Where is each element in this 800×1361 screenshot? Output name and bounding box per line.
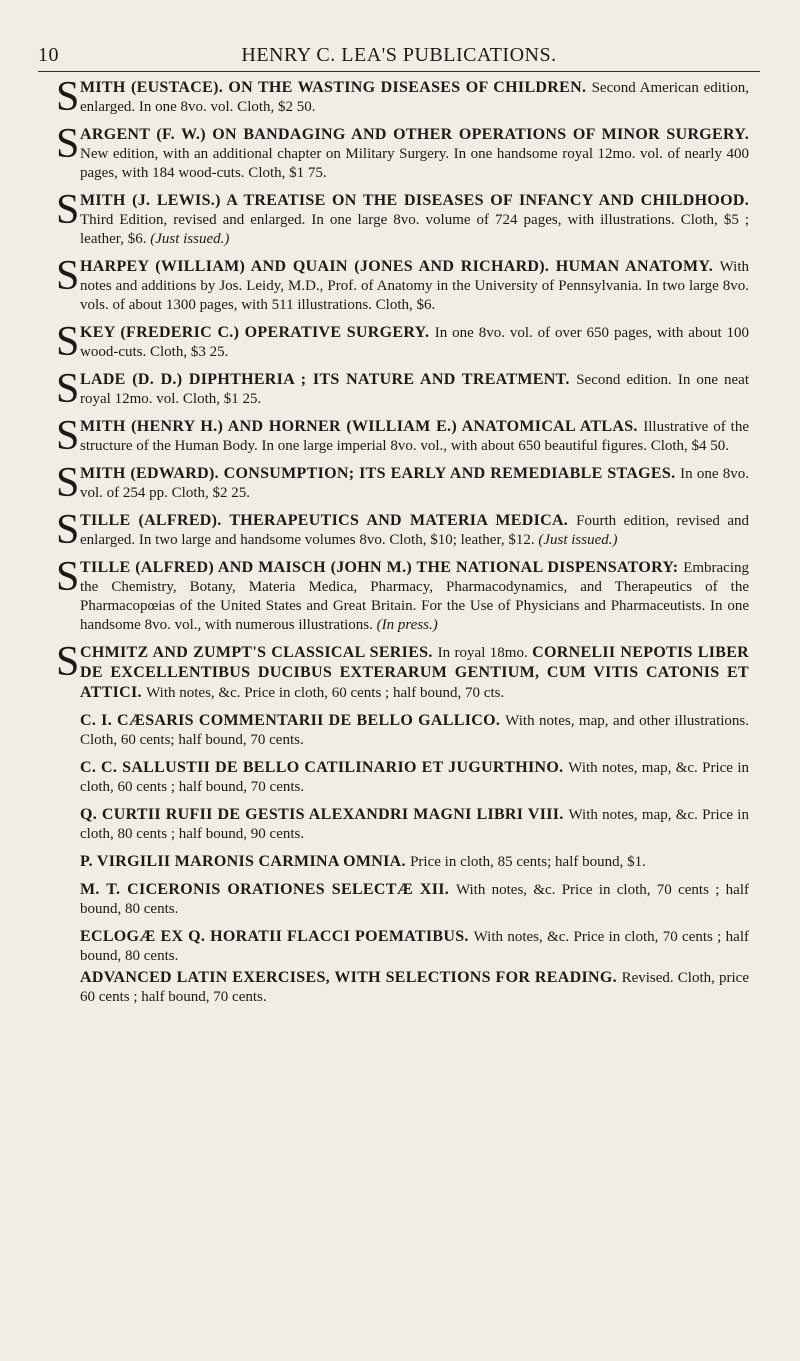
series-heading: P. VIRGILII MARONIS CARMINA OMNIA. xyxy=(80,853,411,870)
entry-heading: LADE (D. D.) DIPHTHERIA ; ITS NATURE AND TREATMENT. xyxy=(80,371,577,388)
series-description: With notes, &c. Price in cloth, 70 cents ; half bound, 80 cents. xyxy=(80,929,749,964)
series-description: Revised. Cloth, price 60 cents ; half bound, 70 cents. xyxy=(80,970,749,1005)
series-entry xyxy=(80,758,749,797)
entry-heading: MITH (HENRY H.) AND HORNER (WILLIAM E.) ANATOMICAL ATLAS. xyxy=(80,418,644,435)
catalog-entry xyxy=(56,413,749,459)
series-entry xyxy=(80,968,749,1007)
entry-heading: HARPEY (WILLIAM) AND QUAIN (JONES AND RICHARD). HUMAN ANATOMY. xyxy=(80,258,720,275)
series-description: With notes, map, &c. Price in cloth, 80 cents ; half bound, 90 cents. xyxy=(80,807,749,842)
entry-note: (In press.) xyxy=(376,617,438,633)
drop-cap: S xyxy=(56,74,80,120)
catalog-entry xyxy=(56,253,749,315)
entry-heading: ARGENT (F. W.) ON BANDAGING AND OTHER OPERATIONS OF MINOR SURGERY. xyxy=(80,126,749,143)
entry-description: Illustrative of the structure of the Human Body. In one large imperial 8vo. vol., with about 650 beautiful figures. Cloth, $4 50. xyxy=(80,419,749,454)
catalog-entry xyxy=(56,366,749,412)
catalog-entry xyxy=(56,460,749,506)
entry-heading: KEY (FREDERIC C.) OPERATIVE SURGERY. xyxy=(80,324,435,341)
drop-cap: S xyxy=(56,507,80,553)
drop-cap: S xyxy=(56,366,80,412)
drop-cap: S xyxy=(56,413,80,459)
series-heading: C. C. SALLUSTII DE BELLO CATILINARIO ET JUGURTHINO. xyxy=(80,759,569,776)
entry-description: In one 8vo. vol. of 254 pp. Cloth, $2 25. xyxy=(80,466,749,501)
entries-list xyxy=(56,74,750,1015)
catalog-entry xyxy=(56,187,749,249)
entry-heading: MITH (J. LEWIS.) A TREATISE ON THE DISEASES OF INFANCY AND CHILDHOOD. xyxy=(80,192,749,209)
series-description: With notes, &c. Price in cloth, 70 cents ; half bound, 80 cents. xyxy=(80,882,749,917)
drop-cap: S xyxy=(56,554,80,600)
series-heading: M. T. CICERONIS ORATIONES SELECTÆ XII. xyxy=(80,881,456,898)
entry-description: In one 8vo. vol. of over 650 pages, with about 100 wood-cuts. Cloth, $3 25. xyxy=(80,325,749,360)
series-description: With notes, map, &c. Price in cloth, 60 cents ; half bound, 70 cents. xyxy=(80,760,749,795)
entry-heading: TILLE (ALFRED) AND MAISCH (JOHN M.) THE NATIONAL DISPENSATORY: xyxy=(80,559,684,576)
catalog-entry xyxy=(56,319,749,365)
running-title: HENRY C. LEA'S PUBLICATIONS. xyxy=(241,44,557,66)
entry-heading: MITH (EDWARD). CONSUMPTION; ITS EARLY AND REMEDIABLE STAGES. xyxy=(80,465,681,482)
entry-description: New edition, with an additional chapter on Military Surgery. In one handsome royal 12mo. vol. of nearly 400 pages, with 184 wood-cuts. Cloth, $1 75. xyxy=(80,146,749,181)
entry-subheading: CORNELII NEPOTIS LIBER DE EXCELLENTIBUS DUCIBUS EXTERARUM GENTIUM, CUM VITIS CATONIS ET ATTICI. xyxy=(80,644,750,701)
entry-heading: TILLE (ALFRED). THERAPEUTICS AND MATERIA MEDICA. xyxy=(80,512,577,529)
entry-note: (Just issued.) xyxy=(150,231,230,247)
entry-description: Second edition. In one neat royal 12mo. vol. Cloth, $1 25. xyxy=(80,372,749,407)
catalog-entry xyxy=(56,507,749,553)
entry-note: (Just issued.) xyxy=(538,532,618,548)
catalog-entry xyxy=(56,121,749,183)
entry-description: In royal 18mo. xyxy=(437,645,533,661)
drop-cap: S xyxy=(56,253,80,299)
series-entry xyxy=(80,805,749,844)
series-heading: ECLOGÆ EX Q. HORATII FLACCI POEMATIBUS. xyxy=(80,928,474,945)
entry-description: Third Edition, revised and enlarged. In one large 8vo. volume of 724 pages, with illustrations. Cloth, $5 ; leather, $6. xyxy=(80,212,749,247)
series-description: With notes, map, and other illustrations. Cloth, 60 cents; half bound, 70 cents. xyxy=(80,713,749,748)
header-rule xyxy=(38,71,760,72)
entry-subdescription: With notes, &c. Price in cloth, 60 cents ; half bound, 70 cts. xyxy=(146,685,505,701)
drop-cap: S xyxy=(56,639,80,685)
entry-description: Second American edition, enlarged. In one 8vo. vol. Cloth, $2 50. xyxy=(80,80,749,115)
entry-description: Embracing the Chemistry, Botany, Materia Medica, Pharmacy, Pharmacodynamics, and Therapeutics of the Pharmacopœias of the United States and Great Britain. For the Use of Physicians and Pharmaceutists. In one handsome 8vo. vol., with numerous illustrations. xyxy=(80,560,749,633)
catalog-entry xyxy=(56,74,749,120)
catalog-entry xyxy=(56,554,749,635)
drop-cap: S xyxy=(56,187,80,233)
drop-cap: S xyxy=(56,121,80,167)
series-entry xyxy=(80,927,749,966)
catalog-entry xyxy=(56,639,750,703)
entry-heading: CHMITZ AND ZUMPT'S CLASSICAL SERIES. xyxy=(80,644,438,661)
series-description: Price in cloth, 85 cents; half bound, $1. xyxy=(410,854,646,870)
page-number: 10 xyxy=(38,44,59,66)
drop-cap: S xyxy=(56,319,80,365)
entry-heading: MITH (EUSTACE). ON THE WASTING DISEASES OF CHILDREN. xyxy=(80,79,592,96)
page-header xyxy=(38,44,760,74)
drop-cap: S xyxy=(56,460,80,506)
series-heading: Q. CURTII RUFII DE GESTIS ALEXANDRI MAGNI LIBRI VIII. xyxy=(80,806,569,823)
series-entry xyxy=(80,711,749,750)
entry-description: With notes and additions by Jos. Leidy, M.D., Prof. of Anatomy in the University of Pennsylvania. In two large 8vo. vols. of about 1300 pages, with 511 illustrations. Cloth, $6. xyxy=(80,259,749,313)
series-heading: ADVANCED LATIN EXERCISES, WITH SELECTIONS FOR READING. xyxy=(80,969,622,986)
entry-description: Fourth edition, revised and enlarged. In two large and handsome volumes 8vo. Cloth, $10; leather, $12. xyxy=(80,513,749,548)
series-entry xyxy=(80,852,749,872)
series-heading: C. I. CÆSARIS COMMENTARII DE BELLO GALLICO. xyxy=(80,712,506,729)
series-entry xyxy=(80,880,749,919)
